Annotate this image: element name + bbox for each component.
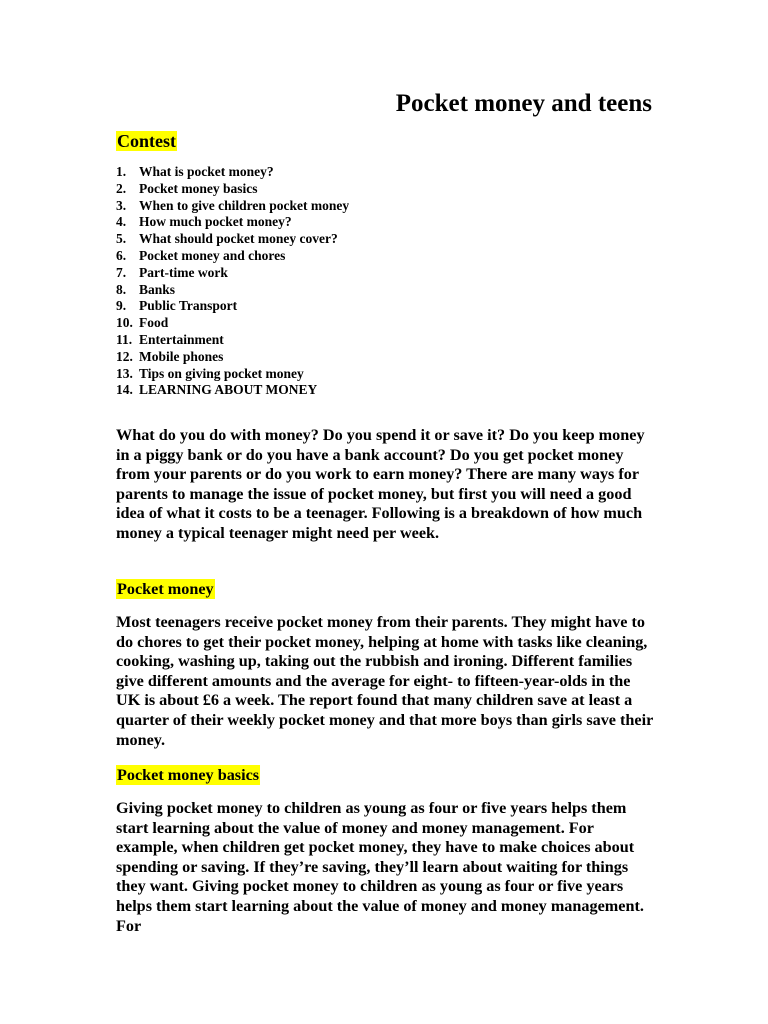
- toc-item: 8. Banks: [116, 281, 176, 297]
- toc-item: 1. What is pocket money?: [116, 164, 274, 179]
- section-heading-pocket-money: Pocket money: [117, 580, 214, 598]
- toc-item: 7. Part-time work: [116, 264, 228, 280]
- toc-item: 9. Public Transport: [116, 298, 238, 314]
- toc-item: 5. What should pocket money cover?: [116, 231, 338, 247]
- toc-item: 4. How much pocket money?: [116, 214, 292, 230]
- table-of-contents: [116, 164, 349, 399]
- toc-item: 3. When to give children pocket money: [116, 197, 350, 213]
- toc-item: 14. LEARNING ABOUT MONEY: [116, 382, 318, 398]
- toc-item: 11. Entertainment: [116, 331, 224, 347]
- toc-item: 6. Pocket money and chores: [116, 247, 286, 263]
- section-paragraph-pocket-money: Most teenagers receive pocket money from their parents. They might have to do chores to get their pocket money, helping at home with tasks like cleaning, cooking, washing up, taking out the rubbish and ironing. Different families give different amounts and the average for eight- to fifteen-year-olds in the UK is about £6 a week. The report found that many children save at least a quarter of their weekly pocket money and that more boys than girls save their money.: [116, 613, 654, 749]
- contents-heading: Contest: [117, 131, 176, 151]
- section-heading-pocket-money-basics: Pocket money basics: [117, 766, 260, 784]
- toc-item: 12. Mobile phones: [116, 348, 224, 364]
- intro-paragraph: What do you do with money? Do you spend it or save it? Do you keep money in a piggy bank or do you have a bank account? Do you get pocket money from your parents or do you work to earn money? There are many ways for parents to manage the issue of pocket money, but first you will need a good idea of what it costs to be a teenager. Following is a breakdown of how much money a typical teenager might need per week.: [116, 426, 645, 542]
- toc-item: 13. Tips on giving pocket money: [116, 365, 304, 381]
- document-title: Pocket money and teens: [395, 90, 652, 117]
- section-paragraph-pocket-money-basics: Giving pocket money to children as young as four or five years helps them start learning about the value of money and money management. For example, when children get pocket money, they have to make choices about spending or saving. If they’re saving, they’ll learn about waiting for things they want. Giving pocket money to children as young as four or five years helps them start learning about the value of money and money management. For: [116, 799, 644, 935]
- toc-item: 10. Food: [116, 315, 169, 331]
- toc-item: 2. Pocket money basics: [116, 180, 258, 196]
